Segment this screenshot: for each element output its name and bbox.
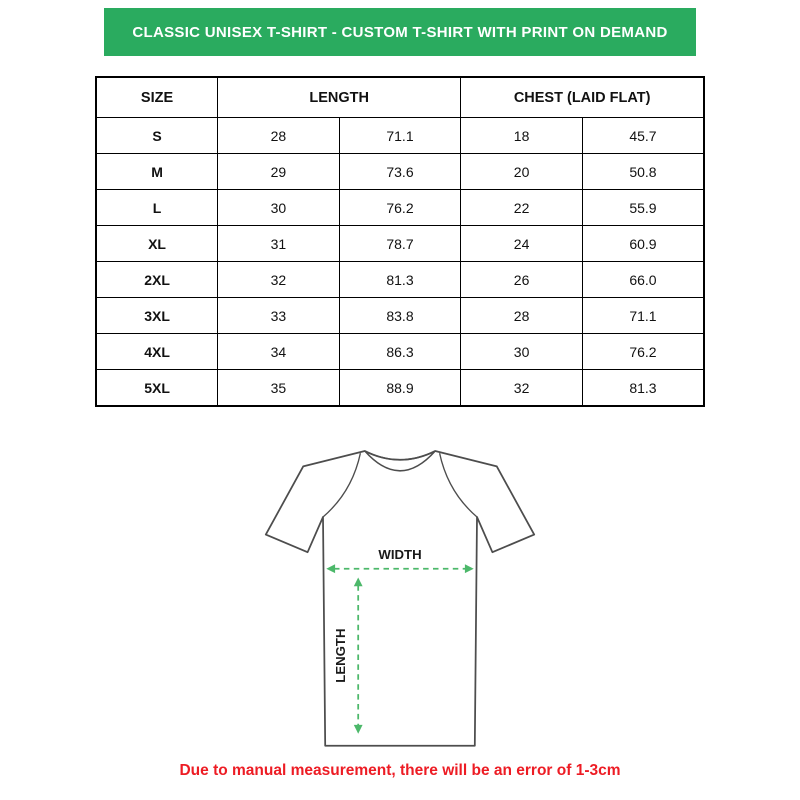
size-cell: 5XL (96, 370, 218, 407)
chest-cm-cell: 50.8 (582, 154, 704, 190)
chest-cm-cell: 76.2 (582, 334, 704, 370)
table-row (96, 370, 704, 407)
length-cm-cell: 86.3 (339, 334, 461, 370)
chest-in-cell: 32 (461, 370, 583, 407)
table-row (96, 154, 704, 190)
size-chart-section (95, 76, 705, 407)
length-in-cell: 28 (218, 118, 340, 154)
title-banner (104, 8, 696, 56)
size-cell: 2XL (96, 262, 218, 298)
table-row (96, 298, 704, 334)
chest-cm-cell: 45.7 (582, 118, 704, 154)
length-in-cell: 34 (218, 334, 340, 370)
chest-cm-cell: 60.9 (582, 226, 704, 262)
size-table-body (96, 118, 704, 407)
size-chart-table (95, 76, 705, 407)
length-cm-cell: 88.9 (339, 370, 461, 407)
chest-in-cell: 22 (461, 190, 583, 226)
table-row (96, 190, 704, 226)
tshirt-diagram (224, 440, 576, 770)
table-row (96, 262, 704, 298)
size-cell: 3XL (96, 298, 218, 334)
width-label: WIDTH (378, 546, 422, 562)
length-in-cell: 35 (218, 370, 340, 407)
chest-in-cell: 26 (461, 262, 583, 298)
tshirt-outline (266, 451, 534, 746)
table-row (96, 334, 704, 370)
chest-cm-cell: 71.1 (582, 298, 704, 334)
length-cm-cell: 81.3 (339, 262, 461, 298)
size-cell: M (96, 154, 218, 190)
length-cm-cell: 76.2 (339, 190, 461, 226)
size-cell: 4XL (96, 334, 218, 370)
col-header-length: LENGTH (218, 77, 461, 118)
length-in-cell: 29 (218, 154, 340, 190)
chest-in-cell: 28 (461, 298, 583, 334)
length-label: LENGTH (333, 628, 348, 683)
size-cell: L (96, 190, 218, 226)
table-row (96, 118, 704, 154)
chest-in-cell: 18 (461, 118, 583, 154)
col-header-chest: CHEST (LAID FLAT) (461, 77, 704, 118)
table-row (96, 226, 704, 262)
length-in-cell: 31 (218, 226, 340, 262)
chest-in-cell: 20 (461, 154, 583, 190)
measurement-error-note: Due to manual measurement, there will be an error of 1-3cm (179, 762, 621, 779)
length-in-cell: 33 (218, 298, 340, 334)
length-cm-cell: 83.8 (339, 298, 461, 334)
length-cm-cell: 73.6 (339, 154, 461, 190)
length-in-cell: 30 (218, 190, 340, 226)
chest-cm-cell: 81.3 (582, 370, 704, 407)
size-cell: XL (96, 226, 218, 262)
tshirt-drawing-svg (224, 440, 576, 770)
chest-in-cell: 30 (461, 334, 583, 370)
length-in-cell: 32 (218, 262, 340, 298)
chest-cm-cell: 66.0 (582, 262, 704, 298)
col-header-size: SIZE (96, 77, 218, 118)
length-cm-cell: 71.1 (339, 118, 461, 154)
table-header-row (96, 77, 704, 118)
page-title: CLASSIC UNISEX T-SHIRT - CUSTOM T-SHIRT WITH PRINT ON DEMAND (132, 23, 668, 41)
size-cell: S (96, 118, 218, 154)
length-cm-cell: 78.7 (339, 226, 461, 262)
chest-in-cell: 24 (461, 226, 583, 262)
chest-cm-cell: 55.9 (582, 190, 704, 226)
